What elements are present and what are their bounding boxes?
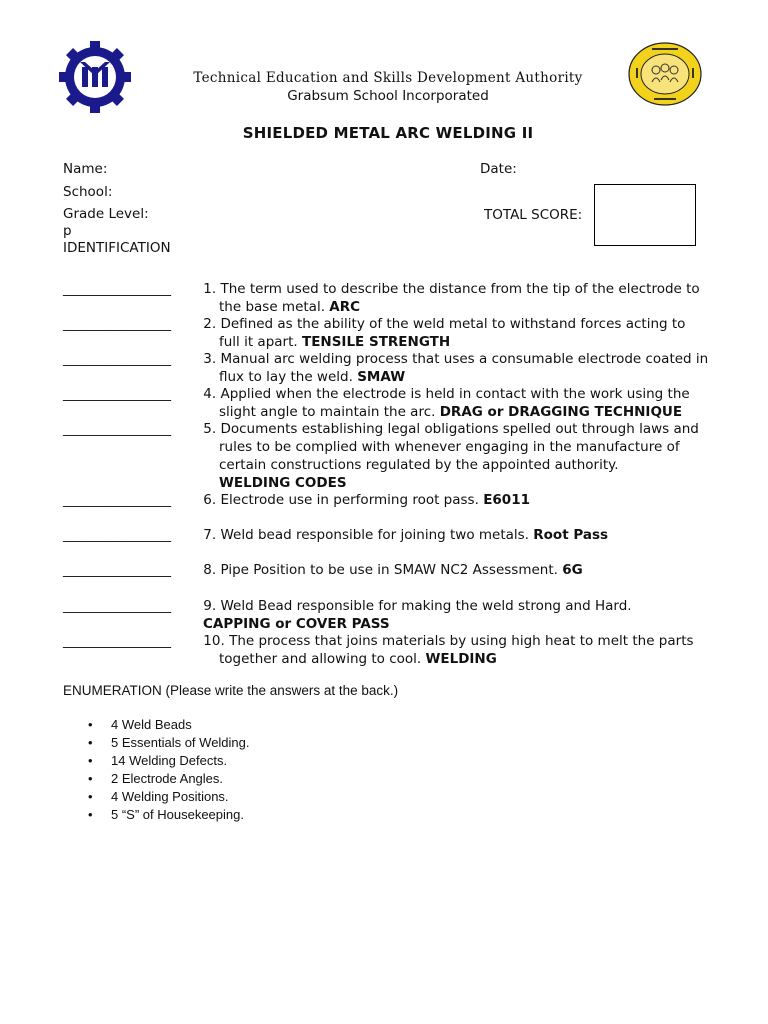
question-item-9: ________________ 9. Weld Bead responsible for making the weld strong and Hard. CAPPING or COVER PASS	[63, 598, 632, 632]
question-item-6: ________________ 6. Electrode use in performing root pass. E6011	[63, 492, 530, 508]
total-score-label: TOTAL SCORE:	[484, 207, 583, 223]
tesda-logo	[58, 40, 132, 114]
answer-key: ARC	[329, 299, 361, 315]
bullet-icon: •	[88, 753, 93, 768]
list-item: • 4 Weld Beads	[88, 717, 192, 732]
grade-level-label: Grade Level:	[63, 206, 149, 222]
date-label: Date:	[480, 161, 517, 177]
answer-blank[interactable]: ________________	[63, 386, 171, 402]
answer-key: DRAG or DRAGGING TECHNIQUE	[439, 404, 683, 420]
answer-blank[interactable]: ________________	[63, 633, 171, 649]
question-item-4: ________________ 4. Applied when the electrode is held in contact with the work using the slight angle to maintain the arc. DRAG or DRAGGING TECHNIQUE	[63, 386, 690, 420]
enumeration-heading: ENUMERATION (Please write the answers at the back.)	[63, 683, 399, 698]
answer-key: Root Pass	[533, 527, 609, 543]
answer-key: WELDING CODES	[219, 475, 347, 491]
enumeration-list	[88, 716, 250, 824]
bullet-icon: •	[88, 789, 93, 804]
bullet-icon: •	[88, 771, 93, 786]
list-item: • 5 Essentials of Welding.	[88, 735, 250, 750]
list-item: • 14 Welding Defects.	[88, 753, 228, 768]
page-title: SHIELDED METAL ARC WELDING II	[242, 124, 534, 142]
question-item-3: ________________ 3. Manual arc welding process that uses a consumable electrode coated in flux to lay the weld. SMAW	[63, 351, 709, 385]
question-item-7: ________________ 7. Weld bead responsible for joining two metals. Root Pass	[63, 527, 609, 543]
question-item-10: ________________ 10. The process that joins materials by using high heat to melt the parts together and allowing to cool. WELDING	[63, 633, 694, 667]
answer-key: SMAW	[357, 369, 406, 385]
question-item-2: ________________ 2. Defined as the ability of the weld metal to withstand forces acting to full it apart. TENSILE STRENGTH	[63, 316, 686, 350]
list-item: • 4 Welding Positions.	[88, 789, 229, 804]
answer-blank[interactable]: ________________	[63, 562, 171, 578]
answer-blank[interactable]: ________________	[63, 492, 171, 508]
list-item: • 2 Electrode Angles.	[88, 771, 224, 786]
answer-blank[interactable]: ________________	[63, 598, 171, 614]
bullet-icon: •	[88, 735, 93, 750]
answer-blank[interactable]: ________________	[63, 316, 171, 332]
total-score-box[interactable]	[594, 184, 696, 246]
answer-blank[interactable]: ________________	[63, 421, 171, 437]
answer-key: 6G	[562, 562, 583, 578]
answer-blank[interactable]: ________________	[63, 281, 171, 297]
answer-key: CAPPING or COVER PASS	[203, 616, 390, 632]
school-label: School:	[63, 184, 113, 200]
bullet-icon: •	[88, 717, 93, 732]
answer-key: E6011	[483, 492, 530, 508]
answer-key: TENSILE STRENGTH	[301, 334, 451, 350]
list-item: • 5 “S” of Housekeeping.	[88, 807, 244, 822]
bullet-icon: •	[88, 807, 93, 822]
identification-heading: IDENTIFICATION	[63, 240, 171, 256]
stray-character: p	[63, 223, 72, 239]
answer-blank[interactable]: ________________	[63, 527, 171, 543]
answer-key: WELDING	[425, 651, 497, 667]
question-item-5: ________________ 5. Documents establishing legal obligations spelled out through laws and rules to be complied with whenever engaging in the manufacture of certain constructions regulated by the appointed authority. WELDING CODES	[63, 421, 699, 491]
answer-blank[interactable]: ________________	[63, 351, 171, 367]
school-name: Grabsum School Incorporated	[287, 88, 489, 104]
question-item-1: ________________ 1. The term used to describe the distance from the tip of the electrode to the base metal. ARC	[63, 281, 700, 315]
name-label: Name:	[63, 161, 108, 177]
organization-name: Technical Education and Skills Development Authority	[193, 70, 583, 86]
question-item-8: ________________ 8. Pipe Position to be use in SMAW NC2 Assessment. 6G	[63, 562, 583, 578]
